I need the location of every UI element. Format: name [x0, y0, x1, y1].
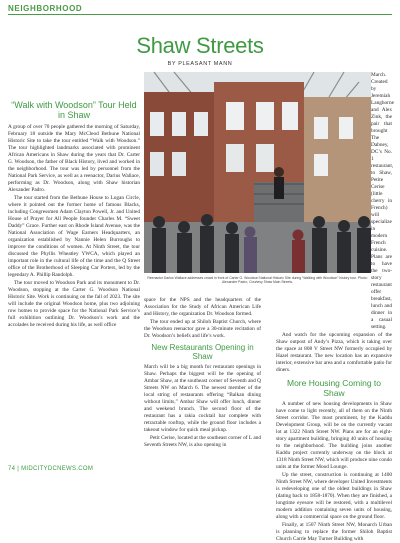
article-restaurants-paragraph-1: March will be a big month for restaurant openings in Shaw. Perhaps the biggest will be the opening of Ambar Shaw, at the southeast corner of Seventh and Q Streets NW on March 6. The newest member of the local string of restaurants offering “Balkan dining without limits,” Ambar Shaw will offer lunch, dinner and weekend brunch. The second floor of the restaurant has a rakia cocktail bar complete with retractable rooftop, while the ground floor includes a takeout window for quick meal pickup. — [144, 364, 261, 433]
article-restaurants-continued-1: March. Created by Jeremiah Langhorne and Alex Zink, the pair that brought The Dabney, DC’s No. 1 restaurant, to Shaw, Petite Cerise (little cherry in French) will specialize in modern French cuisine. Plans are to have the two-story restaurant offer breakfast, lunch and dinner in a casual setting. — [371, 72, 394, 330]
footer-site: MIDCITYDCNEWS.COM — [21, 466, 94, 472]
article-walk-paragraph-2: The tour started from the Bethune House to Logan Circle, where it pointed out the former home of famous Blacks, including Congressmen Adam Clayton Powell, Jr. and United House of Prayer for All People founder Charles M. “Sweet Daddy” Grace. Further east on Rhode Island Avenue, was the National Association of Wage Earners Headquarters, an organization established by Nannie Helen Burroughs to improve the conditions of women. At Ninth Street, the tour discussed the Phyllis Wheatley YWCA, which played an important role in the cultural life of the time and the Q Street office of the Brotherhood of Sleeping Car Porters, led by the legendary A. Phillip Randolph. — [8, 195, 140, 278]
photo-caption: Reenactor Darius Wallace addresses crowd in front of Carter G. Woodson National Historic Site during “Walking with Woodson” history tour. Photo: Alexander Padro, Courtesy Shaw Main Streets. — [147, 276, 368, 285]
article-walk-heading: “Walk with Woodson” Tour Held in Shaw — [11, 100, 137, 120]
article-restaurants-column — [144, 297, 261, 462]
page-footer — [8, 466, 93, 472]
article-walk-continued-1: space for the NPS and the headquarters of the Association for the Study of African American Life and History, the organization Dr. Woodson formed. — [144, 297, 261, 317]
article-housing-paragraph-3: Finally, at 1507 Ninth Street NW, Monarch Urban is planning to replace the former Shiloh Baptist Church Carrie May Turner Building with — [276, 522, 392, 542]
section-rule — [8, 14, 392, 15]
section-label: NEIGHBORHOOD — [8, 4, 83, 13]
article-restaurants-paragraph-2: Petit Cerise, located at the southeast corner of L and Seventh Streets NW, is also opening in — [144, 435, 261, 448]
byline: BY PLEASANT MANN — [167, 61, 233, 67]
article-housing-paragraph-1: A number of new housing developments in Shaw have come to light recently, all of them on the Ninth Street corridor. The most prominent, by the Kaddu Development Group, will be on the currently vacant lot at 1322 Ninth Street NW. Plans are for an eight-story apartment building, bringing 40 units of housing to the neighborhood. The building joins another Kaddu project currently underway on the block at 1318 Ninth Street NW, which will produce nine condo units at the former Mood Lounge. — [276, 401, 392, 470]
article-walk-paragraph-3: The tour moved to Woodson Park and its monument to Dr. Woodson, stopping at the Carter G. Woodson National Historic Site. Work is continuing on the fall of 2023. The site will include the original Woodson home, plus two adjoining row homes to provide space for the National Park Service’s full exhibition outlining Dr. Woodson’s work and the accolades he received during his life, as well office — [8, 280, 140, 328]
article-walk-paragraph-1: A group of over 70 people gathered the morning of Saturday, February 18 outside the Mary McCleod Bethune National Historic Site to take the tour entitled “Walk with Woodson.” The tour highlighted landmarks associated with prominent African Americans in Shaw during the years that Dr. Carter G. Woodson, the father of Black History, lived and worked in the neighborhood. The tour was led by personnel from the National Park Service, as well as a reenactor, Darius Wallace, performing as Dr. Woodson, along with Shaw historian Alexander Padro. — [8, 124, 140, 193]
article-housing-paragraph-2: Up the street, construction is continuing at 1400 Ninth Street NW, where developer United Investments is redeveloping one of the oldest buildings in Shaw (dating back to 1858-1870). When they are finished, a longtime eyesore will be restored, with a multilevel modern addition containing seven units of housing, along with a commercial space on the ground floor. — [276, 472, 392, 520]
article-restaurants-continued-2: And watch for the upcoming expansion of the Shaw outpost of Andy’s Pizza, which is taking over the space at 808 V Street NW formerly occupied by Hazel restaurant. The new location has an expansive interior, extensive bar area and a comfortable patio for diners. — [276, 332, 392, 373]
footer-divider: | — [17, 466, 20, 472]
page-number: 74 — [8, 466, 16, 472]
article-walk-continued-2: The tour ended up at Shiloh Baptist Church, where the Woodson reenactor gave a 30-minute recitation of Dr. Woodson’s beliefs and life’s work. — [144, 319, 261, 339]
page-title: Shaw Streets — [136, 33, 264, 58]
article-housing-heading: More Housing Coming to Shaw — [286, 378, 381, 398]
article-walk-body — [8, 124, 140, 464]
article-restaurants-heading: New Restaurants Opening in Shaw — [151, 343, 254, 361]
article-housing-column — [276, 72, 394, 542]
